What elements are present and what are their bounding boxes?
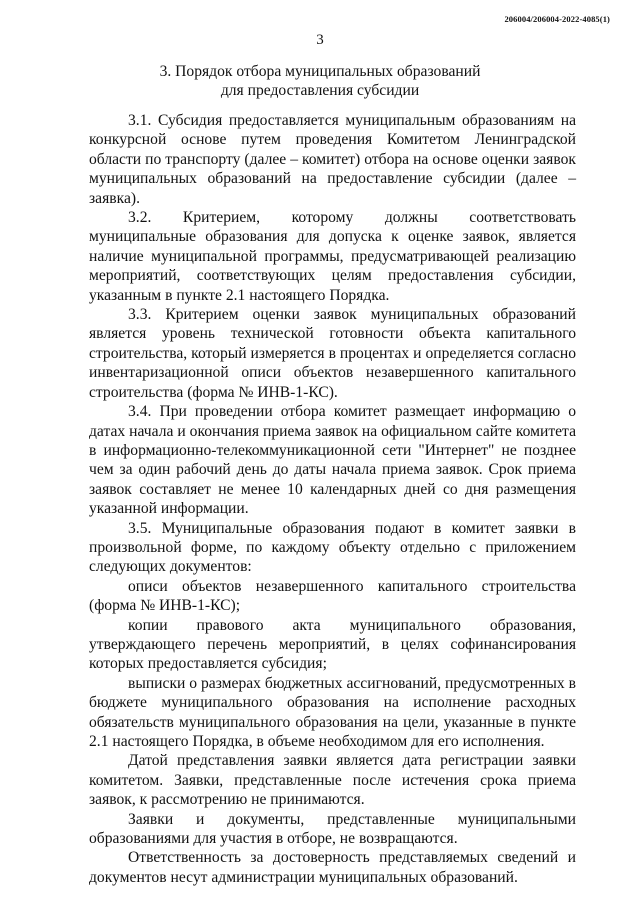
section-heading	[0, 62, 640, 100]
section-title-line-1: 3. Порядок отбора муниципальных образований	[159, 63, 481, 80]
paragraph-submission-date: Датой представления заявки является дата регистрации заявки комитетом. Заявки, представленные после истечения срока приема заявок, к рассмотрению не принимаются.	[89, 752, 576, 809]
paragraph-3-4: 3.4. При проведении отбора комитет размещает информацию о датах начала и окончания приема заявок на официальном сайте комитета в информационно-телекоммуникационной сети "Интернет" не позднее чем за один рабочий день до даты начала приема заявок. Срок приема заявок составляет не менее 10 календарных дней со дня размещения указанной информации.	[89, 403, 576, 518]
paragraph-responsibility: Ответственность за достоверность представляемых сведений и документов несут администрации муниципальных образований.	[89, 849, 576, 886]
list-item-budget-extract: выписки о размерах бюджетных ассигнований, предусмотренных в бюджете муниципального образования на исполнение расходных обязательств муниципального образования на цели, указанные в пункте 2.1 настоящего Порядка, в объеме необходимом для его исполнения.	[89, 674, 576, 750]
paragraph-3-5: 3.5. Муниципальные образования подают в комитет заявки в произвольной форме, по каждому объекту отдельно с приложением следующих документов:	[89, 519, 576, 576]
list-item-legal-act: копии правового акта муниципального образования, утверждающего перечень мероприятий, в целях софинансирования которых предоставляется субсидия;	[89, 616, 576, 673]
list-item-inventory: описи объектов незавершенного капитального строительства (форма № ИНВ-1-КС);	[89, 577, 576, 615]
document-body	[89, 111, 576, 887]
page-number: 3	[316, 32, 324, 48]
paragraph-3-2: 3.2. Критерием, которому должны соответствовать муниципальные образования для допуска к оценке заявок, является наличие муниципальной программы, предусматривающей реализацию мероприятий, соответствующих целям предоставления субсидии, указанным в пункте 2.1 настоящего Порядка.	[89, 209, 576, 304]
paragraph-3-3: 3.3. Критерием оценки заявок муниципальных образований является уровень технической готовности объекта капитального строительства, который измеряется в процентах и определяется согласно инвентаризационной описи объектов незавершенного капитального строительства (форма № ИНВ-1-КС).	[89, 306, 576, 401]
paragraph-no-return: Заявки и документы, представленные муниципальными образованиями для участия в отборе, не возвращаются.	[89, 810, 576, 848]
section-title-line-2: для предоставления субсидии	[220, 82, 420, 99]
document-id: 206004/206004-2022-4085(1)	[504, 14, 610, 24]
paragraph-3-1: 3.1. Субсидия предоставляется муниципальным образованиям на конкурсной основе путем проведения Комитетом Ленинградской области по транспорту (далее – комитет) отбора на основе оценки заявок муниципальных образований на предоставление субсидии (далее – заявка).	[89, 112, 576, 207]
